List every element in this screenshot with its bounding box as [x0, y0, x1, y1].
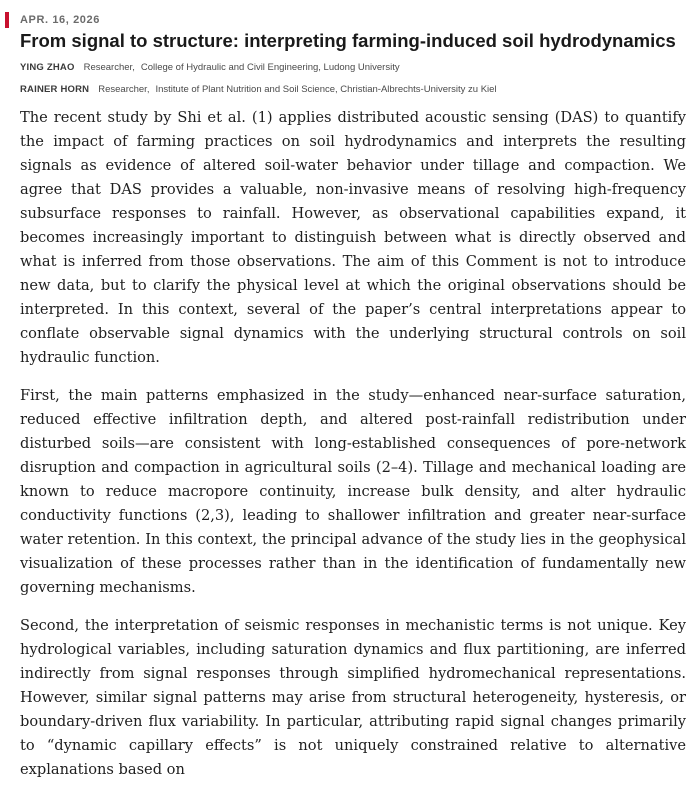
author-affiliation: College of Hydraulic and Civil Engineering, Ludong University: [140, 62, 400, 73]
author-affiliation: Institute of Plant Nutrition and Soil Science, Christian-Albrechts-University zu Kiel: [155, 84, 497, 95]
body-paragraph: First, the main patterns emphasized in the study—enhanced near-surface saturation, reduced effective infiltration depth, and altered post-rainfall redistribution under disturbed soils—are consistent with long-established consequences of pore-network disruption and compaction in agricultural soils (2–4). Tillage and mechanical loading are known to reduce macropore continuity, increase bulk density, and alter hydraulic conductivity functions (2,3), leading to shallower infiltration and greater near-surface water retention. In this context, the principal advance of the study lies in the geophysical visualization of these processes rather than in the identification of fundamentally new governing mechanisms.: [20, 387, 686, 596]
author-separator: ,: [146, 84, 150, 95]
author-separator: ,: [132, 62, 135, 73]
body-paragraph: Second, the interpretation of seismic responses in mechanistic terms is not unique. Key hydrological variables, including saturation dynamics and flux partitioning, are inferred indirectly from signal responses through simplified hydromechanical representations. However, similar signal patterns may arise from structural heterogeneity, hysteresis, or boundary-driven flux variability. In particular, attributing rapid signal changes primarily to “dynamic capillary effects” is not uniquely constrained relative to alternative explanations based on: [20, 617, 686, 778]
article-body: [20, 106, 686, 796]
date-accent-bar: [5, 12, 9, 28]
body-paragraph: The recent study by Shi et al. (1) applies distributed acoustic sensing (DAS) to quantify the impact of farming practices on soil hydrodynamics and interprets the resulting signals as evidence of altered soil-water behavior under tillage and compaction. We agree that DAS provides a valuable, non-invasive means of resolving high-frequency subsurface responses to rainfall. However, as observational capabilities expand, it becomes increasingly important to distinguish between what is directly observed and what is inferred from those observations. The aim of this Comment is not to introduce new data, but to clarify the physical level at which the original observations should be interpreted. In this context, several of the paper’s central interpretations appear to conflate observable signal dynamics with the underlying structural controls on soil hydraulic function.: [20, 109, 686, 366]
author-line: [20, 83, 497, 97]
author-role: Researcher: [98, 84, 147, 95]
date-row: [5, 11, 100, 29]
author-line: [20, 61, 400, 75]
article-title: From signal to structure: interpreting farming-induced soil hydrodynamics: [20, 30, 676, 51]
publication-date: APR. 16, 2026: [20, 14, 100, 26]
author-name-link[interactable]: RAINER HORN: [20, 84, 90, 95]
author-name-link[interactable]: YING ZHAO: [20, 62, 75, 73]
author-role: Researcher: [83, 62, 133, 73]
